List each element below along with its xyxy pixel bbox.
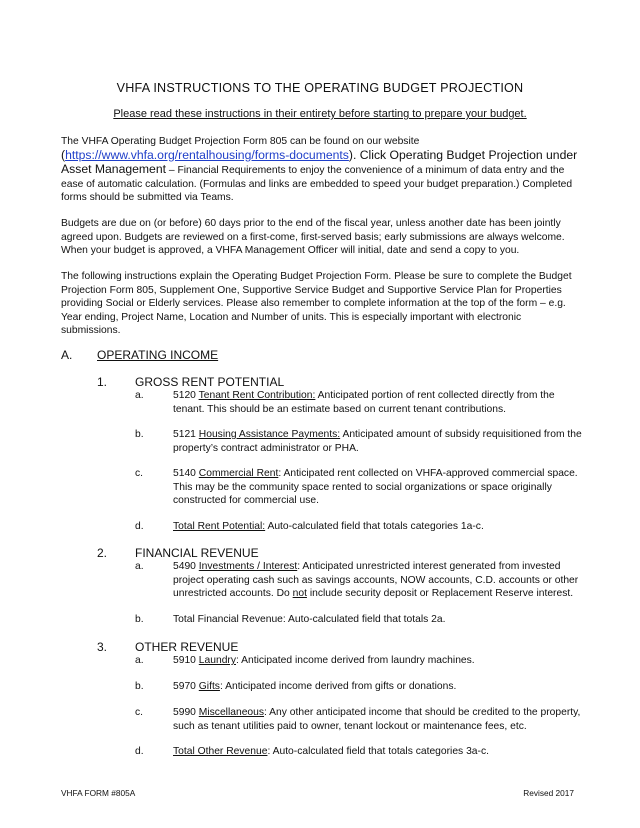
document-page: VHFA INSTRUCTIONS TO THE OPERATING BUDGET PROJECTION Please read these instructions in their entirety before starting to prepare your budget. The VHFA Operating Budget Projection Form 805 can be found on our website (https://www.vhfa.org/rentalhousing/forms-documents). Click Operating Budget Projection under Asset Management – Financial Requirements to enjoy the convenience of a minimum of data entry and the ease of automatic calculation. (Formulas and links are embedded to speed your budget preparation.) Completed forms should be submitted via Teams. Budgets are due on (or before) 60 days prior to the end of the fiscal year, unless another date has been jointly agreed upon. Budgets are reviewed on a first-come, first-served basis; early submissions are always welcome. When your budget is approved, a VHFA Management Officer will initial, date and send a copy to you. The following instructions explain the Operating Budget Projection Form. Please be sure to complete the Budget Projection Form 805, Supplement One, Supportive Service Budget and Supportive Service Plan for Properties providing Social or Elderly services. Please also remember to complete information at the top of the form – e.g. Year ending, Project Name, Location and Number of units. This is especially important with electronic submissions. A. OPERATING INCOME 1. GROSS RENT POTENTIAL a. 5120 Tenant Rent Contribution: Anticipated portion of rent collected directly from the tenant. This should be an estimate based on current tenant contributions. b. 5121 Housing Assistance Payments: Anticipated amount of subsidy requisitioned from the property’s contract administrator or PHA. c. 5140 Commercial Rent: Anticipated rent collected on VHFA-approved commercial space. This may be the community space rented to social organizations or space originally constructed for commercial use. d. Total Rent Potential: Auto-calculated field that totals categories 1a-c. 2. FINANCIAL REVENUE a. 5490 Investments / Interest: Anticipated unrestricted interest generated from invested project operating cash such as savings accounts, NOW accounts, C.D. accounts or other unrestricted accounts. Do not include security deposit or Replacement Reserve interest. b. Total Financial Revenue: Auto-calculated field that totals 2a. 3. OTHER REVENUE a. 5910 Laundry: Anticipated income derived from laundry machines. b. 5970 Gifts: Anticipated income derived from gifts or donations. c. 5990 Miscellaneous: Any other anticipated income that should be credited to the property, such as tenant utilities paid to owner, tenant lockout or maintenance fees, etc. d. Total Other Revenue: Auto-calculated field that totals categories 3a-c. VHFA FORM #805A Revised 2017 [0, 0, 640, 828]
page-title: VHFA INSTRUCTIONS TO THE OPERATING BUDGET PROJECTION [116, 81, 524, 95]
forms-link[interactable]: https://www.vhfa.org/rentalhousing/forms-documents [65, 147, 349, 162]
section-heading [61, 348, 218, 362]
intro-text-c: – Financial Requirements to enjoy the convenience of a minimum of data entry and the ease of automatic calculation. (Formulas and links are embedded to speed your budget preparation.) Completed forms should be submitted via Teams. [61, 165, 573, 204]
footer-form-number: VHFA FORM #805A [61, 788, 136, 798]
group-heading: 2. FINANCIAL REVENUE [97, 546, 259, 560]
intro-paren: ( [61, 147, 66, 162]
intro-paragraph-2: Budgets are due on (or before) 60 days prior to the end of the fiscal year, unless another date has been jointly agreed upon. Budgets are reviewed on a first-come, first-served basis; early submissions are always welcome. When your budget is approved, a VHFA Management Officer will initial, date and send a copy to you. [61, 218, 565, 257]
intro-paragraph-3: The following instructions explain the Operating Budget Projection Form. Please be sure to complete the Budget Projection Form 805, Supplement One, Supportive Service Budget and Supportive Service Plan for Properties providing Social or Elderly services. Please also remember to complete information at the top of the form – e.g. Year ending, Project Name, Location and Number of units. This is especially important with electronic submissions. [61, 271, 572, 337]
group-heading: 3. OTHER REVENUE [97, 640, 239, 654]
intro-text-b: ). Click Operating Budget Projection under Asset Management [61, 147, 578, 177]
page-subtitle: Please read these instructions in their entirety before starting to prepare your budget. [113, 108, 527, 120]
footer-revised: Revised 2017 [523, 788, 574, 798]
intro-text-a: The VHFA Operating Budget Projection Form 805 can be found on our website [61, 136, 420, 147]
intro-paragraph-1 [61, 135, 581, 205]
section-letter: A. [61, 348, 73, 362]
section-title: OPERATING INCOME [97, 348, 219, 362]
group-heading: 1. GROSS RENT POTENTIAL [97, 375, 285, 389]
